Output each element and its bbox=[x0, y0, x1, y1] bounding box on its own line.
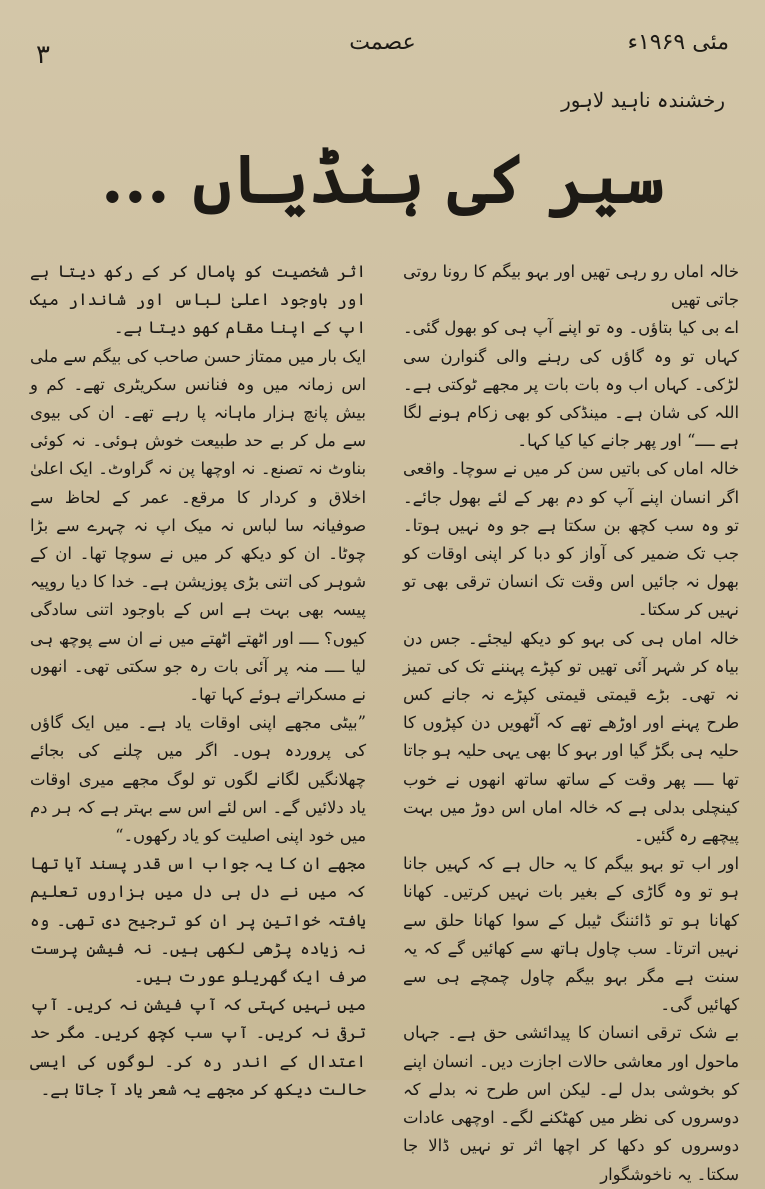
paragraph: خالہ اماں ہی کی بہو کو دیکھ لیجئے۔ جس دن بیاہ کر شہر آئی تھیں تو کپڑے پہننے تک کی تمیز نہ تھی۔ بڑے قیمتی قیمتی کپڑے نہ جانے کس طرح پہنے اور اوڑھے تھے کہ آٹھویں دن کپڑوں کا حلیہ ہی بگڑ گیا اور بہو کا بھی یہی حلیہ ہو جاتا تھا ــــ پھر وقت کے ساتھ ساتھ انھوں نے خوب کینچلی بدلی ہے کہ خالہ اماں اس دوڑ میں بہت پیچھے رہ گئیں۔ bbox=[403, 628, 739, 846]
paragraph: ایک بار میں ممتاز حسن صاحب کی بیگم سے ملی اس زمانہ میں وہ فنانس سکریٹری تھے۔ کم و بیش پانچ ہزار ماہانہ پا رہے تھے۔ ان کی بیوی سے مل کر بے حد طبیعت خوش ہوئی۔ نہ کوئی بناوٹ نہ تصنع۔ نہ اوچھا پن نہ گراوٹ۔ ایک اعلیٰ اخلاق و کردار کا مرقع۔ عمر کے لحاظ سے صوفیانہ سا لباس نہ میک اپ نہ چہرے سے بڑا چوٹا۔ ان کو دیکھ کر میں نے سوچا تھا۔ ان کے شوہر کی اتنی بڑی پوزیشن ہے۔ خدا کا دیا روپیہ پیسہ بھی بہت ہے اس کے باوجود اتنی سادگی کیوں؟ ــــ اور اٹھتے اٹھتے میں نے ان سے پوچھ ہی لیا ــــ منہ پر آئی بات رہ جو سکتی تھی۔ انھوں نے مسکراتے ہوئے کہا تھا۔ bbox=[30, 346, 366, 705]
paragraph: بے شک ترقی انسان کا پیدائشی حق ہے۔ جہاں ماحول اور معاشی حالات اجازت دیں۔ انسان اپنے کو بخوشی بدل لے۔ لیکن اس طرح نہ بدلے کہ دوسروں کی نظر میں کھٹکنے لگے۔ اوچھی عادات دوسروں کو دکھا کر اچھا اثر تو نہیں ڈالا جا سکتا۔ یہ ناخوشگوار bbox=[403, 1023, 739, 1184]
paragraph: اور اب تو بہو بیگم کا یہ حال ہے کہ کہیں جانا ہو تو وہ گاڑی کے بغیر بات نہیں کرتیں۔ کھانا کھانا ہو تو ڈائننگ ٹیبل کے سوا کھانا حلق سے نہیں اترتا۔ سب چاول ہاتھ سے کھائیں گے کہ یہ سنت ہے مگر بہو بیگم چاول چمچے ہی سے کھائیں گی۔ bbox=[403, 854, 739, 1015]
paragraph: اے بی کیا بتاؤں۔ وہ تو اپنے آپ ہی کو بھول گئی۔ کہاں تو وہ گاؤں کی رہنے والی گنوارن سی لڑکی۔ کہاں اب وہ بات بات پر مجھے ٹوکتی ہے۔ اللہ کی شان ہے۔ مینڈکی کو بھی زکام ہونے لگا ہے ــــ“ اور پھر جانے کیا کیا کہا۔ bbox=[403, 318, 739, 451]
paragraph: میں نہیں کہتی کہ آپ فیشن نہ کریں۔ آپ ترقی نہ کریں۔ آپ سب کچھ کریں۔ مگر حد اعتدال کے اندر رہ کر۔ لوگوں کی ایسی حالت دیکھ کر مجھے یہ شعر یاد آ جاتا ہے۔ bbox=[30, 995, 366, 1099]
paragraph: ”بیٹی مجھے اپنی اوقات یاد ہے۔ میں ایک گاؤں کی پروردہ ہوں۔ اگر میں چلنے کی بجائے چھلانگیں لگانے لگوں تو لوگ مجھے میری اوقات یاد دلائیں گے۔ اس لئے اس سے بہتر ہے کہ ہر دم میں خود اپنی اصلیت کو یاد رکھوں۔“ bbox=[30, 713, 366, 846]
issue-date: مئی ۱۹۶۹ء bbox=[627, 30, 729, 55]
paragraph: خالہ اماں رو رہی تھیں اور بہو بیگم کا رونا روتی جاتی تھیں bbox=[403, 262, 739, 310]
article-title: سیر کی ہنڈیاں ... bbox=[100, 140, 665, 218]
text-column-right bbox=[403, 258, 739, 1189]
author-byline: رخشندہ ناہید لاہور bbox=[561, 88, 725, 112]
paragraph: مجھے ان کا یہ جواب اس قدر پسند آیا تھا کہ میں نے دل ہی دل میں ہزاروں تعلیم یافتہ خواتین پر ان کو ترجیح دی تھی۔ وہ نہ زیادہ پڑھی لکھی ہیں۔ نہ فیشن پرست صرف ایک گھریلو عورت ہیں۔ bbox=[30, 854, 366, 987]
page-header bbox=[30, 28, 735, 68]
paragraph: اثر شخصیت کو پامال کر کے رکھ دیتا ہے اور باوجود اعلیٰ لباس اور شاندار میک اپ کے اپنا مقام کھو دیتا ہے۔ bbox=[30, 262, 366, 338]
magazine-name: عصمت bbox=[349, 30, 416, 55]
page-number: ۳ bbox=[36, 40, 50, 70]
paragraph: خالہ اماں کی باتیں سن کر میں نے سوچا۔ واقعی اگر انسان اپنے آپ کو دم بھر کے لئے بھول جائے۔ تو وہ سب کچھ بن سکتا ہے جو وہ نہیں ہوتا۔ جب تک ضمیر کی آواز کو دبا کر اپنی اوقات کو بھول نہ جائیں اس وقت تک انسان ترقی بھی تو نہیں کر سکتا۔ bbox=[403, 459, 739, 620]
text-column-left bbox=[30, 258, 366, 1104]
